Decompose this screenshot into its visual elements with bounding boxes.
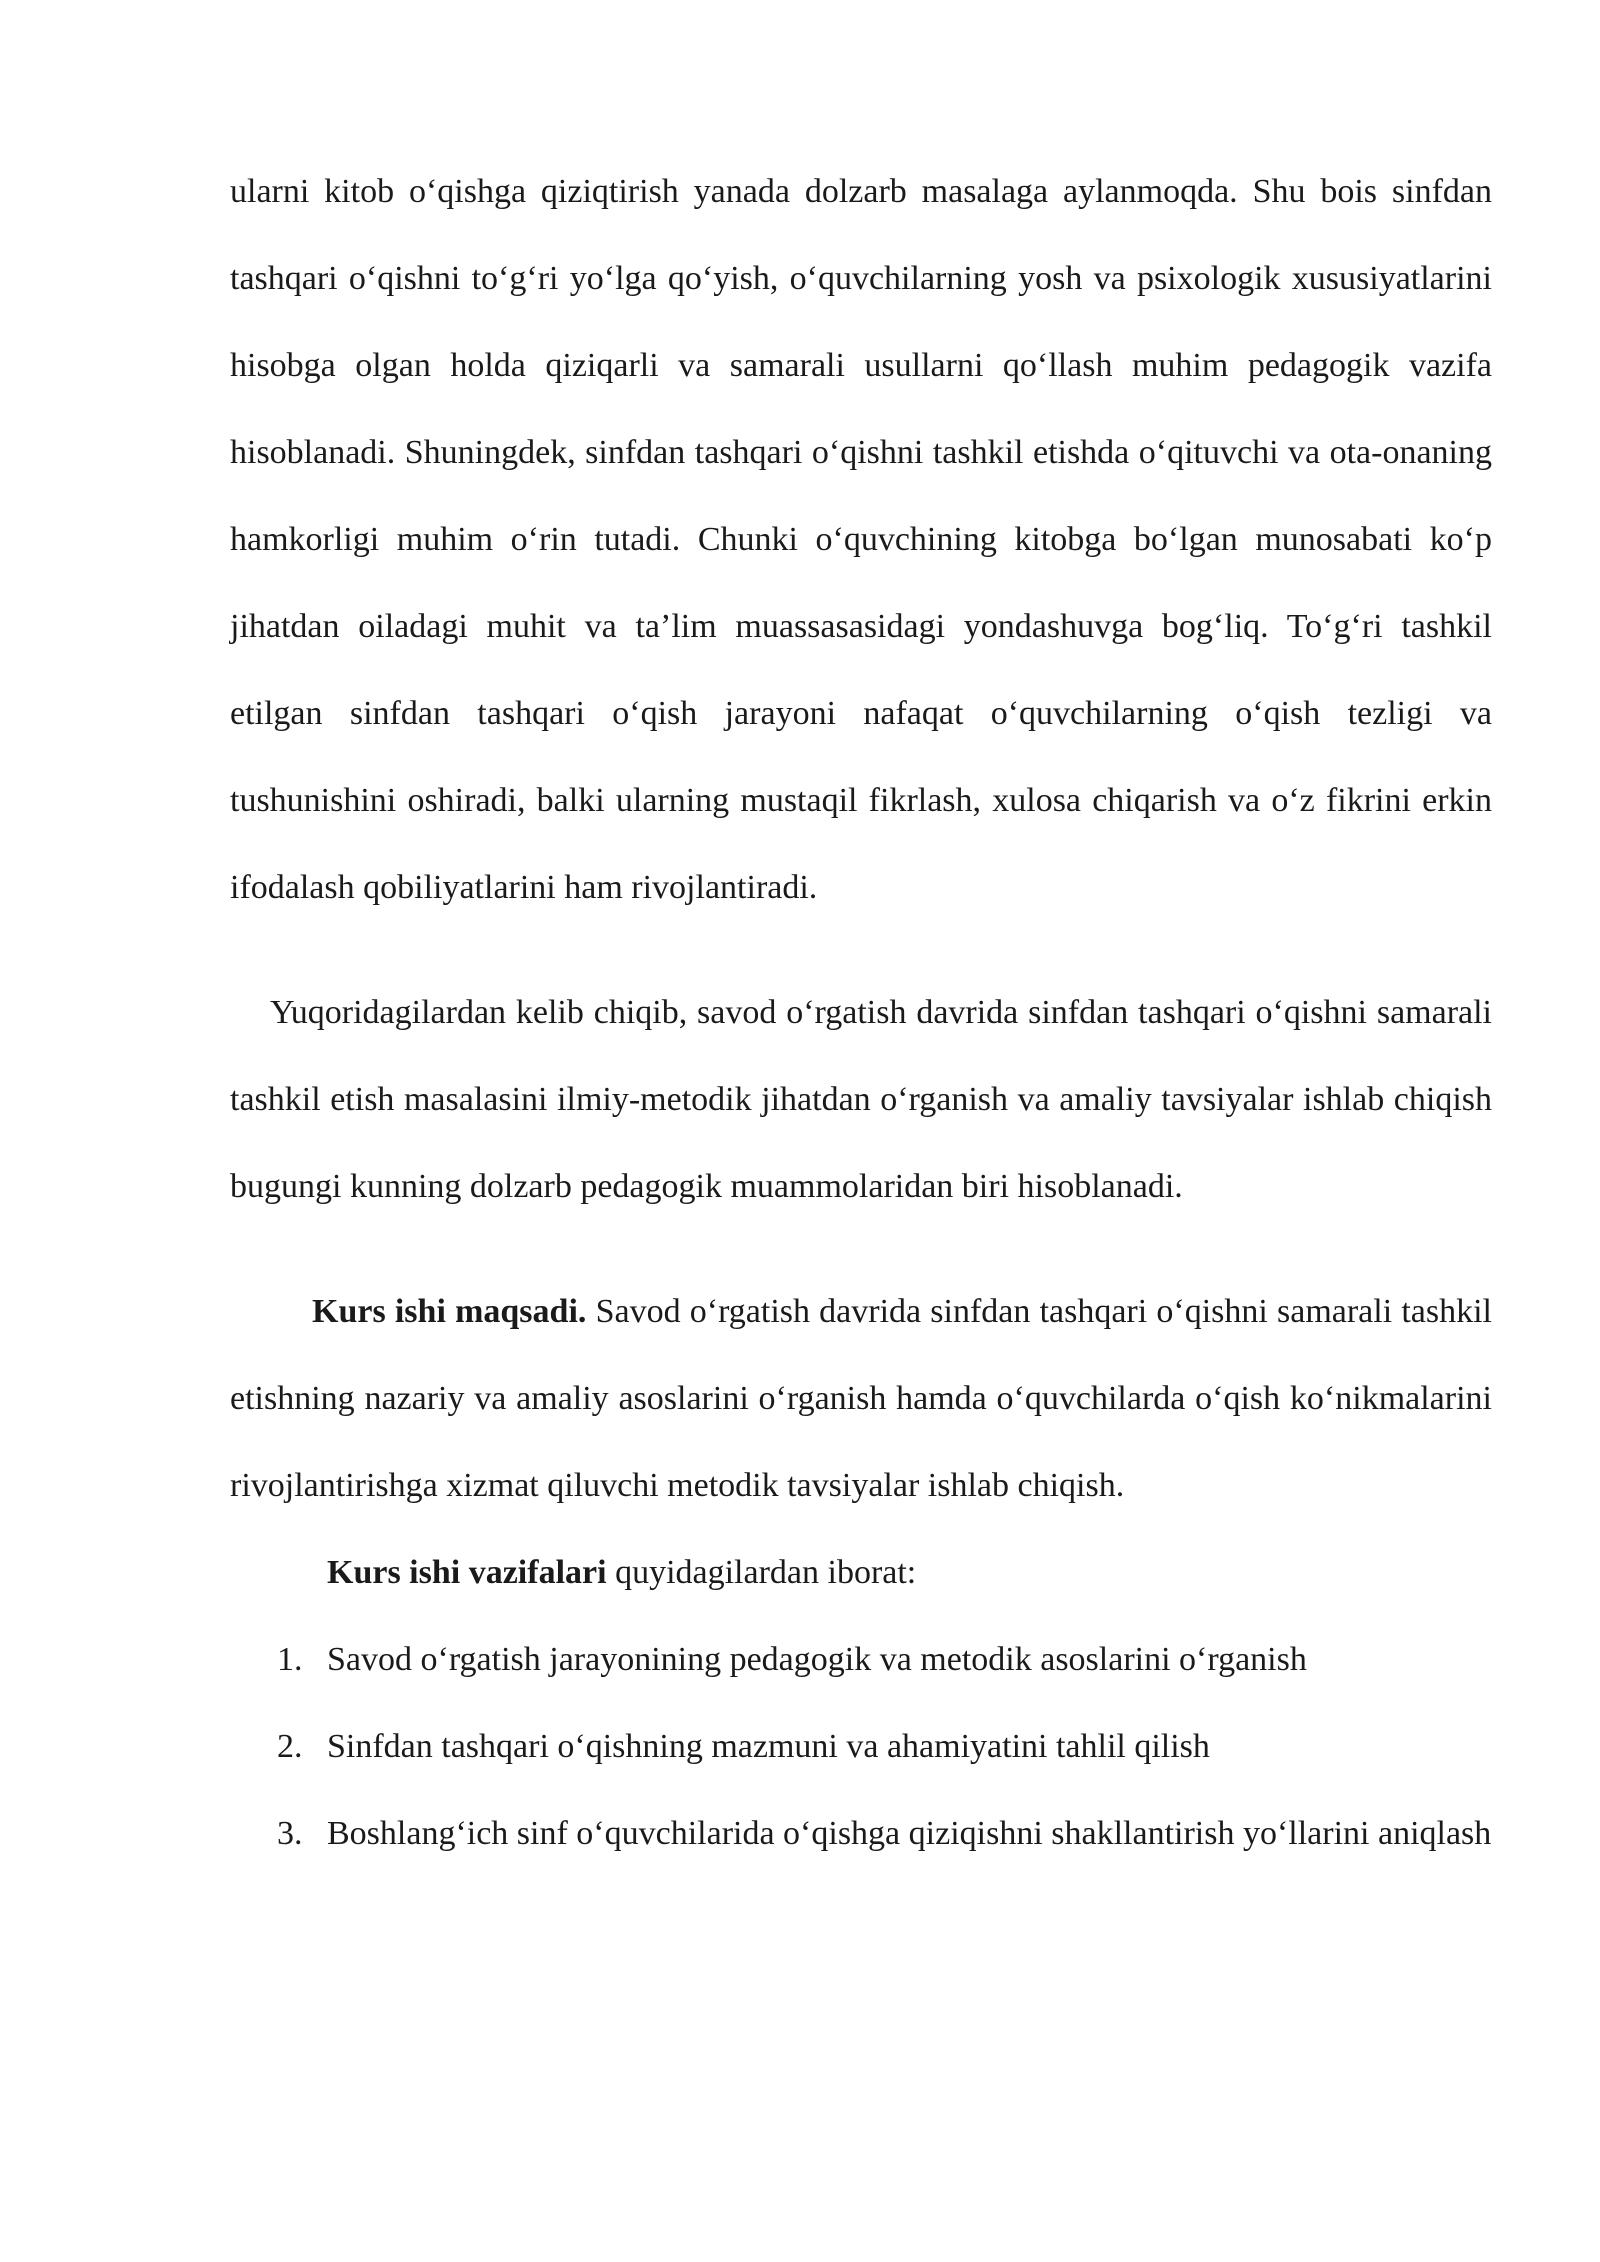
list-item	[230, 1703, 1492, 1790]
course-goal-paragraph	[230, 1268, 1492, 1529]
list-item-text: Boshlang‘ich sinf o‘quvchilarida o‘qishga qiziqishni shakllantirish yo‘llarini aniqlash	[327, 1815, 1492, 1852]
course-tasks-list	[230, 1616, 1492, 1877]
course-goal-text: Savod o‘rgatish davrida sinfdan tashqari o‘qishni samarali tashkil etishning nazariy va amaliy asoslarini o‘rganish hamda o‘quvchilarda o‘qish ko‘nikmalarini rivojlantirishga xizmat qiluvchi metodik tavsiyalar ishlab chiqish.	[230, 1293, 1493, 1504]
course-tasks-intro	[230, 1529, 1492, 1616]
list-item-number: 3.	[277, 1815, 303, 1852]
list-item-text: Savod o‘rgatish jarayonining pedagogik va metodik asoslarini o‘rganish	[327, 1641, 1307, 1678]
body-paragraph-continued: ularni kitob o‘qishga qiziqtirish yanada dolzarb masalaga aylanmoqda. Shu bois sinfdan tashqari o‘qishni to‘g‘ri yo‘lga qo‘yish, o‘quvchilarning yosh va psixologik xususiyatlarini hisobga olgan holda qiziqarli va samarali usullarni qo‘llash muhim pedagogik vazifa hisoblanadi. Shuningdek, sinfdan tashqari o‘qishni tashkil etishda o‘qituvchi va ota-onaning hamkorligi muhim o‘rin tutadi. Chunki o‘quvchining kitobga bo‘lgan munosabati ko‘p jihatdan oiladagi muhit va ta’lim muassasasidagi yondashuvga bog‘liq. To‘g‘ri tashkil etilgan sinfdan tashqari o‘qish jarayoni nafaqat o‘quvchilarning o‘qish tezligi va tushunishini oshiradi, balki ularning mustaqil fikrlash, xulosa chiqarish va o‘z fikrini erkin ifodalash qobiliyatlarini ham rivojlantiradi.	[230, 173, 1492, 906]
list-item-text: Sinfdan tashqari o‘qishning mazmuni va ahamiyatini tahlil qilish	[327, 1728, 1210, 1765]
body-paragraph-conclusion: Yuqoridagilardan kelib chiqib, savod o‘rgatish davrida sinfdan tashqari o‘qishni samarali tashkil etish masalasini ilmiy-metodik jihatdan o‘rganish va amaliy tavsiyalar ishlab chiqish bugungi kunning dolzarb pedagogik muammolaridan biri hisoblanadi.	[230, 994, 1492, 1205]
course-tasks-text: quyidagilardan iborat:	[606, 1554, 917, 1591]
list-item-number: 1.	[277, 1641, 303, 1678]
course-tasks-label: Kurs ishi vazifalari	[327, 1554, 607, 1591]
course-goal-label: Kurs ishi maqsadi.	[312, 1293, 587, 1330]
list-item-number: 2.	[277, 1728, 303, 1765]
list-item	[230, 1790, 1492, 1877]
list-item	[230, 1616, 1492, 1703]
document-page	[230, 148, 1492, 1877]
